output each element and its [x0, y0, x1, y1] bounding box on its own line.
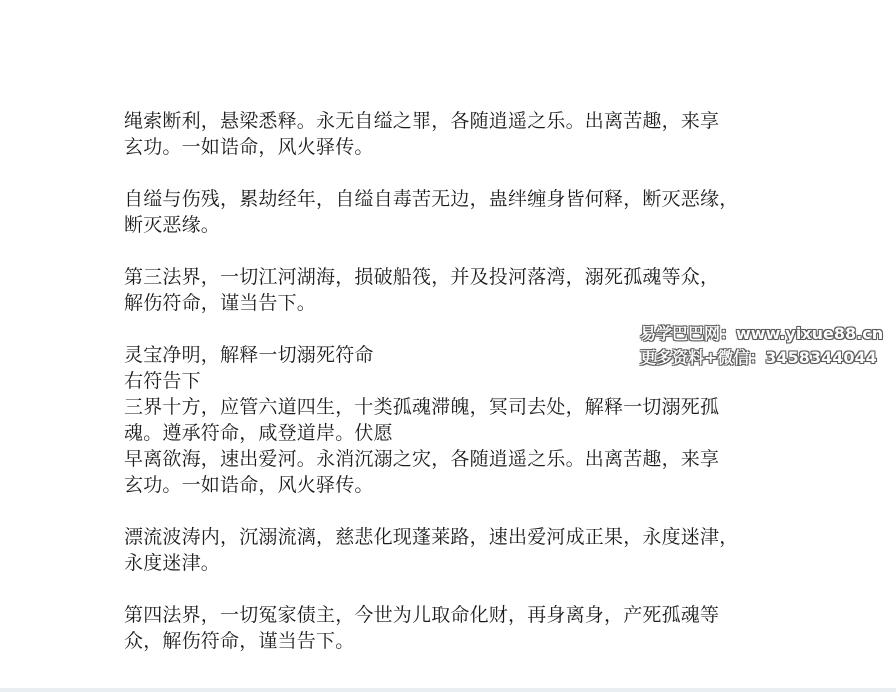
- watermark-contact-line: 更多资料+微信：3458344044: [640, 348, 877, 367]
- text-line: 三界十方，应管六道四生，十类孤魂滞魄，冥司去处，解释一切溺死孤: [124, 396, 720, 418]
- paragraph-5: [124, 524, 784, 576]
- text-line: 绳索断利，悬梁悉释。永无自缢之罪，各随逍遥之乐。出离苦趣，来享: [124, 110, 720, 132]
- text-line: 灵宝净明，解释一切溺死符命: [124, 344, 374, 366]
- watermark-site-line: 易学巴巴网：www.yixue88.cn: [640, 324, 884, 343]
- watermark: [640, 322, 890, 370]
- text-line: 第四法界，一切冤家债主，今世为儿取命化财，再身离身，产死孤魂等: [124, 604, 720, 626]
- paragraph-2: [124, 186, 784, 238]
- text-line: 众，解伤符命，谨当告下。: [124, 630, 355, 652]
- paragraph-6: [124, 602, 784, 654]
- paragraph-3: [124, 264, 784, 316]
- text-line: 解伤符命，谨当告下。: [124, 292, 317, 314]
- text-line: 漂流波涛内，沉溺流漓，慈悲化现蓬莱路，速出爱河成正果，永度迷津，: [124, 526, 739, 548]
- bottom-divider: [0, 688, 896, 692]
- text-line: 玄功。一如诰命，风火驿传。: [124, 136, 374, 158]
- text-line: 自缢与伤残，累劫经年，自缢自毒苦无边，蛊绊缠身皆何释，断灭恶缘，: [124, 188, 739, 210]
- text-line: 魂。遵承符命，咸登道岸。伏愿: [124, 422, 393, 444]
- text-line: 第三法界，一切江河湖海，损破船筏，并及投河落湾，溺死孤魂等众，: [124, 266, 720, 288]
- text-line: 右符告下: [124, 370, 201, 392]
- text-line: 断灭恶缘。: [124, 214, 221, 236]
- paragraph-1: [124, 108, 784, 160]
- text-line: 早离欲海，速出爱河。永消沉溺之灾，各随逍遥之乐。出离苦趣，来享: [124, 448, 720, 470]
- text-line: 玄功。一如诰命，风火驿传。: [124, 474, 374, 496]
- document-body: [124, 108, 784, 654]
- text-line: 永度迷津。: [124, 552, 221, 574]
